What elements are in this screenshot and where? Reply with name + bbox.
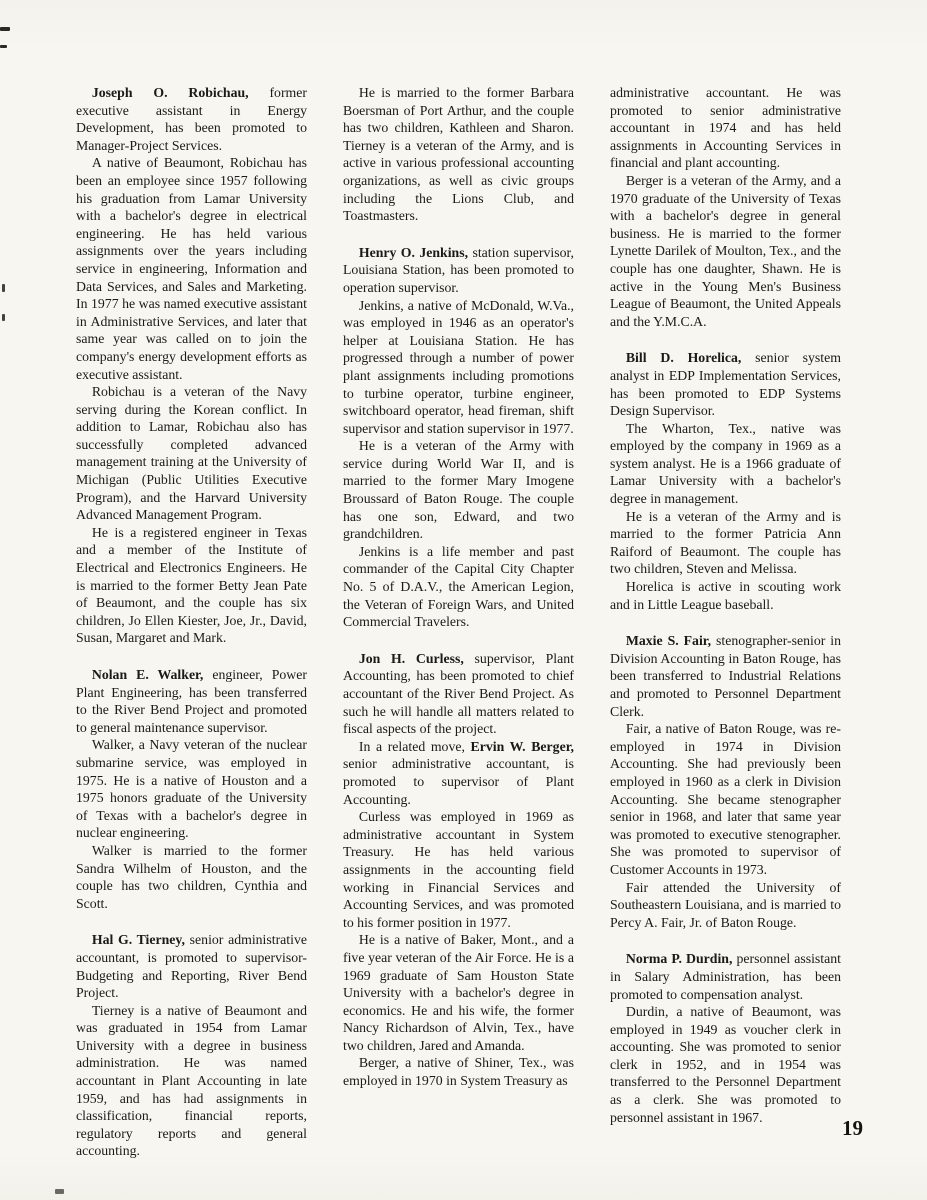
paragraph: Henry O. Jenkins, station supervisor, Louisiana Station, has been promoted to operation supervisor. [343, 244, 574, 295]
person-name: Henry O. Jenkins, [358, 244, 469, 260]
text-column-2 [343, 84, 574, 1160]
text-column-1 [76, 84, 307, 1160]
person-name: Jon H. Curless, [358, 650, 464, 666]
paragraph: He is a veteran of the Army with service during World War II, and is married to the former Mary Imogene Broussard of Baton Rouge. The couple has one son, Edward, and two grandchildren. [343, 438, 574, 542]
paragraph: He is a veteran of the Army and is married to the former Patricia Ann Raiford of Beaumont. The couple has two children, Steven and Melissa. [610, 508, 841, 577]
person-name: Maxie S. Fair, [625, 633, 712, 649]
paragraph: He is married to the former Barbara Boersman of Port Arthur, and the couple has two children, Kathleen and Sharon. Tierney is a veteran of the Army, and is active in various professional accounting organizations, as well as civic groups including the Lions Club, and Toastmasters. [343, 85, 574, 224]
person-name: Ervin W. Berger, [470, 738, 575, 754]
scan-artifact [55, 1189, 64, 1194]
paragraph: A native of Beaumont, Robichau has been an employee since 1957 following his graduation from Lamar University with a bachelor's degree in electrical engineering. He has held various assignments over the years including service in engineering, Information and Data Services, and Sales and Marketing. In 1977 he was named executive assistant in Administrative Services, and later that same year was called on to join the company's energy development efforts as executive assistant. [76, 155, 307, 382]
scan-artifact [0, 45, 7, 48]
paragraph: Jenkins, a native of McDonald, W.Va., was employed in 1946 as an operator's helper at Louisiana Station. He has progressed through a number of power plant assignments including promotions to turbine operator, turbine engineer, switchboard operator, head fireman, shift supervisor and station supervisor in 1977. [343, 297, 574, 436]
paragraph: Berger, a native of Shiner, Tex., was employed in 1970 in System Treasury as [343, 1055, 574, 1089]
paragraph: Jon H. Curless, supervisor, Plant Accounting, has been promoted to chief accountant of the River Bend Project. As such he will handle all matters related to fiscal aspects of the project. [343, 650, 574, 737]
paragraph: Horelica is active in scouting work and in Little League baseball. [610, 579, 841, 612]
paragraph: Joseph O. Robichau, former executive assistant in Energy Development, has been promoted to Manager-Project Services. [76, 85, 307, 153]
paragraph: Curless was employed in 1969 as administrative accountant in System Treasury. He has held various assignments in the accounting field working in Financial Services and Accounting Services, and was promoted to his former position in 1977. [343, 809, 574, 930]
paragraph: In a related move, Ervin W. Berger, senior administrative accountant, is promoted to supervisor of Plant Accounting. [343, 738, 575, 807]
person-name: Nolan E. Walker, [91, 667, 204, 682]
paragraph: Walker, a Navy veteran of the nuclear submarine service, was employed in 1975. He is a native of Houston and a 1975 honors graduate of the University of Texas with a bachelor's degree in nuclear engineering. [76, 737, 307, 841]
paragraph: Fair, a native of Baton Rouge, was re-employed in 1974 in Division Accounting. She had previously been employed in 1960 as a clerk in Division Accounting. She became stenographer senior in 1968, and later that same year was promoted to executive stenographer. She was promoted to supervisor of Customer Accounts in 1973. [610, 721, 841, 877]
paragraph: administrative accountant. He was promoted to senior administrative accountant in 1974 and has held assignments in Accounting Services in financial and plant accounting. [610, 85, 841, 171]
paragraph: Norma P. Durdin, personnel assistant in Salary Administration, has been promoted to compensation analyst. [610, 951, 841, 1002]
paragraph: Durdin, a native of Beaumont, was employed in 1949 as voucher clerk in accounting. She was promoted to senior clerk in 1952, and in 1954 was transferred to the Personnel Department as a clerk. She was promoted to personnel assistant in 1967. [610, 1004, 841, 1125]
paragraph: Bill D. Horelica, senior system analyst in EDP Implementation Services, has been promoted to EDP Systems Design Supervisor. [610, 350, 841, 419]
paragraph: He is a registered engineer in Texas and a member of the Institute of Electrical and Electronics Engineers. He is married to the former Betty Jean Pate of Beaumont, and the couple has six children, Jo Ellen Kiester, Joe, Jr., David, Susan, Margaret and Mark. [76, 524, 307, 646]
paragraph: Jenkins is a life member and past commander of the Capital City Chapter No. 5 of D.A.V., the American Legion, the Veteran of Foreign Wars, and United Commercial Travelers. [343, 543, 574, 630]
scan-artifact [0, 27, 10, 31]
text-column-3 [610, 84, 841, 1160]
paragraph: He is a native of Baker, Mont., and a five year veteran of the Air Force. He is a 1969 graduate of Sam Houston State University with a bachelor's degree in economics. He and his wife, the former Nancy Richardson of Alvin, Tex., have two children, Jared and Amanda. [343, 932, 574, 1053]
paragraph: Berger is a veteran of the Army, and a 1970 graduate of the University of Texas with a bachelor's degree in general business. He is married to the former Lynette Darilek of Moulton, Tex., and the couple has one daughter, Shawn. He is active in the Young Men's Business League of Beaumont, the United Appeals and the Y.M.C.A. [610, 172, 841, 329]
paragraph: Fair attended the University of Southeastern Louisiana, and is married to Percy A. Fair, Jr. of Baton Rouge. [610, 879, 841, 930]
scan-artifact [2, 314, 5, 321]
page-number: 19 [842, 1116, 863, 1140]
paragraph: Walker is married to the former Sandra Wilhelm of Houston, and the couple has two children, Cynthia and Scott. [76, 842, 307, 911]
person-name: Hal G. Tierney, [91, 932, 186, 948]
paragraph: Robichau is a veteran of the Navy serving during the Korean conflict. In addition to Lamar, Robichau also has successfully completed advanced management training at the University of Michigan (Public Utilities Executive Program), and the Harvard University Advanced Management Program. [76, 384, 307, 523]
paragraph: Nolan E. Walker, engineer, Power Plant Engineering, has been transferred to the River Bend Project and promoted to general maintenance supervisor. [76, 667, 307, 735]
scan-artifact [2, 284, 5, 292]
paragraph: The Wharton, Tex., native was employed by the company in 1969 as a system analyst. He is a 1966 graduate of Lamar University with a bachelor's degree in management. [610, 420, 841, 507]
person-name: Bill D. Horelica, [625, 350, 742, 366]
paragraph: Tierney is a native of Beaumont and was graduated in 1954 from Lamar University with a degree in business administration. He was named accountant in Plant Accounting in late 1959, and has had assignments in classification, financial reports, regulatory reports and general accounting. [76, 1002, 307, 1159]
person-name: Norma P. Durdin, [625, 951, 733, 967]
paragraph: Maxie S. Fair, stenographer-senior in Division Accounting in Baton Rouge, has been transferred to Industrial Relations and promoted to Personnel Department Clerk. [610, 633, 842, 719]
paragraph: Hal G. Tierney, senior administrative accountant, is promoted to supervisor-Budgeting and Reporting, River Bend Project. [76, 932, 307, 1001]
person-name: Joseph O. Robichau, [91, 85, 249, 100]
